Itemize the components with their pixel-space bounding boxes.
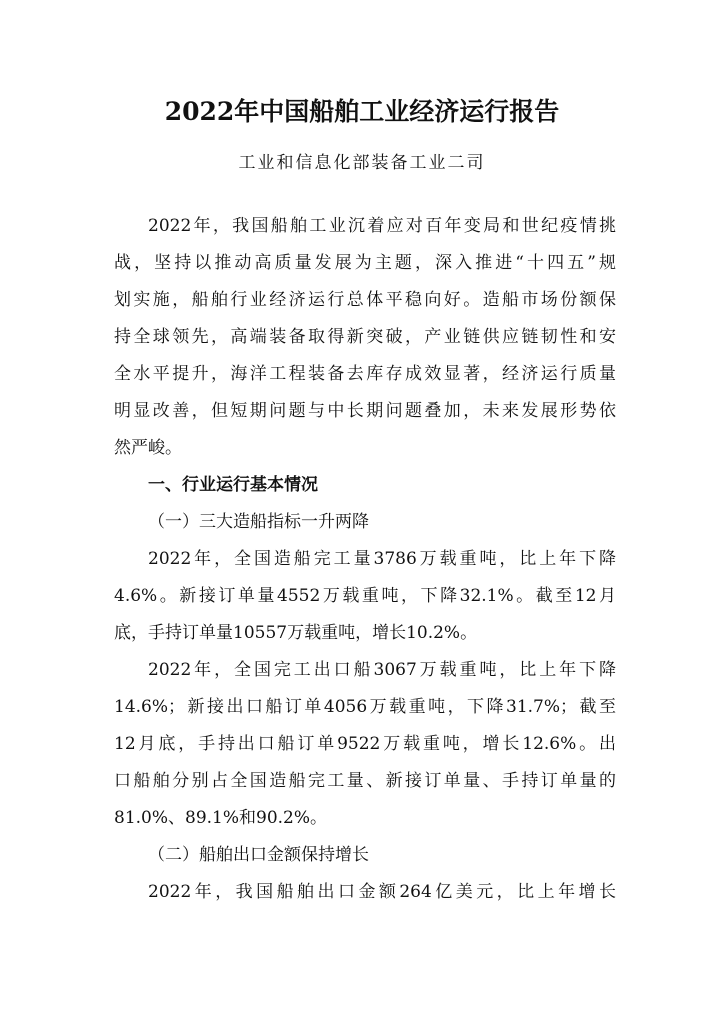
document-body <box>114 208 616 911</box>
paragraph-line: 4.6%。新接订单量4552万载重吨，下降32.1%。截至12月 <box>114 586 616 606</box>
document-subtitle: 工业和信息化部装备工业二司 <box>238 153 486 173</box>
export-value-paragraph <box>114 874 616 911</box>
paragraph-line: 14.6%；新接出口船订单4056万载重吨，下降31.7%；截至 <box>114 697 616 717</box>
subsection-heading: （一）三大造船指标一升两降 <box>148 512 369 532</box>
section-heading: 一、行业运行基本情况 <box>148 475 318 495</box>
paragraph-line: 2022年，全国完工出口船3067万载重吨，比上年下降 <box>148 660 616 680</box>
intro-paragraph <box>114 208 616 467</box>
paragraph-line: 12月底，手持出口船订单9522万载重吨，增长12.6%。出 <box>114 734 616 754</box>
intro-line: 持全球领先，高端装备取得新突破，产业链供应链韧性和安 <box>114 327 616 347</box>
intro-line: 战，坚持以推动高质量发展为主题，深入推进“十四五”规 <box>114 253 616 273</box>
intro-line: 明显改善，但短期问题与中长期问题叠加，未来发展形势依 <box>114 401 616 421</box>
paragraph-line: 底，手持订单量10557万载重吨，增长10.2%。 <box>114 623 478 643</box>
intro-line: 全水平提升，海洋工程装备去库存成效显著，经济运行质量 <box>114 364 616 384</box>
export-ships-paragraph <box>114 652 616 837</box>
intro-line: 然严峻。 <box>114 438 182 458</box>
paragraph-line: 口船舶分别占全国造船完工量、新接订单量、手持订单量的 <box>114 771 616 791</box>
paragraph-line: 81.0%、89.1%和90.2%。 <box>114 808 328 828</box>
subsection-heading: （二）船舶出口金额保持增长 <box>148 845 369 865</box>
document-title: 2022年中国船舶工业经济运行报告 <box>164 97 560 126</box>
shipbuilding-indicators-paragraph <box>114 541 616 652</box>
paragraph-line: 2022年，全国造船完工量3786万载重吨，比上年下降 <box>148 549 616 569</box>
intro-line: 2022年，我国船舶工业沉着应对百年变局和世纪疫情挑 <box>148 216 616 236</box>
intro-line: 划实施，船舶行业经济运行总体平稳向好。造船市场份额保 <box>114 290 616 310</box>
paragraph-line: 2022年，我国船舶出口金额264亿美元，比上年增长 <box>148 882 616 902</box>
